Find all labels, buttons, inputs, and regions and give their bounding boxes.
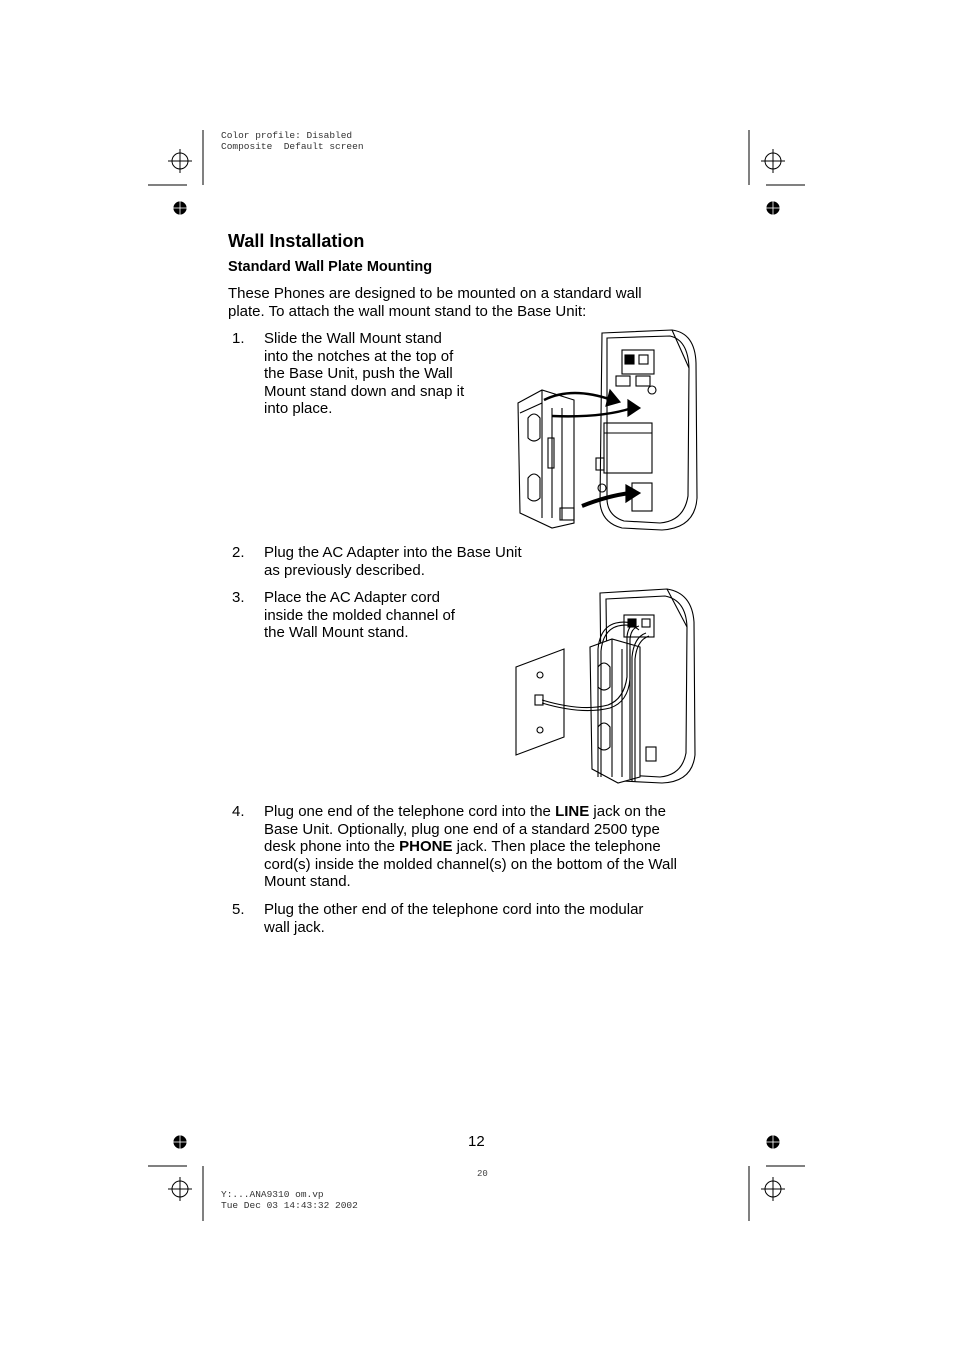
step-line: Plug the other end of the telephone cord into the modular xyxy=(264,901,644,918)
step-line: into the notches at the top of xyxy=(264,347,454,365)
footer-line-1: Y:...ANA9310 om.vp xyxy=(221,1189,324,1200)
subsection-title: Standard Wall Plate Mounting xyxy=(228,259,433,275)
step-line: the Base Unit, push the Wall xyxy=(264,365,453,383)
step-line xyxy=(264,838,677,856)
page-number: 12 xyxy=(468,1133,485,1150)
step-number: 5. xyxy=(232,901,245,918)
step-line: cord(s) inside the molded channel(s) on the bottom of the Wall xyxy=(264,855,677,873)
wall-mount-attach-illustration xyxy=(512,328,702,533)
footer-line-2: Tue Dec 03 14:43:32 2002 xyxy=(221,1200,358,1211)
print-header xyxy=(221,130,364,152)
step-text-run: desk phone into the xyxy=(264,838,400,856)
step-number: 3. xyxy=(232,589,245,606)
step-line: Mount stand. xyxy=(264,873,351,891)
header-line-1: Color profile: Disabled xyxy=(221,130,353,141)
step-line: Place the AC Adapter cord xyxy=(264,589,440,606)
step-text xyxy=(264,330,464,418)
step-text xyxy=(264,544,522,579)
step-text-run: jack on the xyxy=(589,803,666,820)
step-line xyxy=(264,803,677,821)
step-number: 1. xyxy=(232,330,245,347)
step-line: Slide the Wall Mount stand xyxy=(264,330,442,347)
wall-plate-cord-illustration xyxy=(512,587,702,787)
step-text xyxy=(264,901,643,936)
section-title: Wall Installation xyxy=(228,231,365,251)
step-text-run: jack. Then place the telephone xyxy=(452,838,661,856)
step-line: Base Unit. Optionally, plug one end of a standard 2500 type xyxy=(264,820,660,838)
step-number: 2. xyxy=(232,544,245,561)
step-line: Plug the AC Adapter into the Base Unit xyxy=(264,544,522,561)
line-jack-label: LINE xyxy=(555,803,590,820)
intro-line-2: plate. To attach the wall mount stand to the Base Unit: xyxy=(228,302,587,320)
step-line: as previously described. xyxy=(264,561,425,579)
step-line: inside the molded channel of xyxy=(264,606,455,624)
print-footer xyxy=(221,1189,358,1211)
step-text xyxy=(264,589,455,642)
phone-jack-label: PHONE xyxy=(399,838,453,856)
step-line: into place. xyxy=(264,400,333,418)
step-line: Mount stand down and snap it xyxy=(264,382,465,400)
header-line-2: Composite Default screen xyxy=(221,141,364,152)
step-line: wall jack. xyxy=(264,918,325,936)
step-text-run: Plug one end of the telephone cord into the xyxy=(264,803,556,820)
step-number: 4. xyxy=(232,803,245,820)
step-text xyxy=(264,803,677,891)
intro-paragraph xyxy=(228,285,642,320)
step-line: the Wall Mount stand. xyxy=(264,624,409,642)
sheet-number: 20 xyxy=(477,1169,488,1179)
intro-line-1: These Phones are designed to be mounted on a standard wall xyxy=(228,285,642,302)
